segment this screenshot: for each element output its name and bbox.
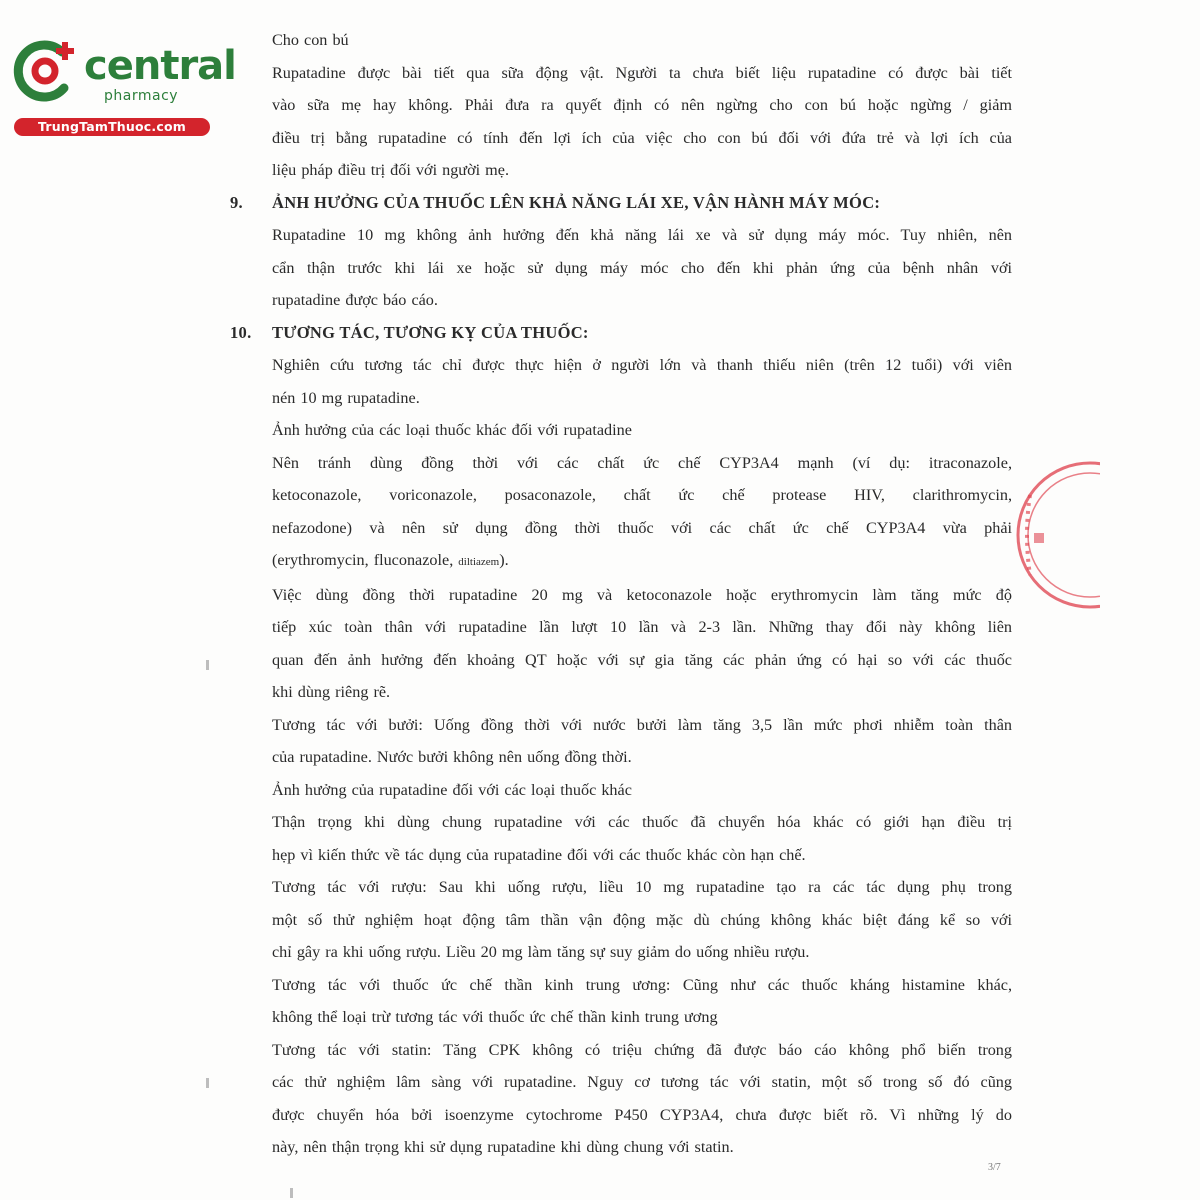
- document-body: [230, 24, 1012, 1164]
- text-line: nefazodone) và nên sử dụng đồng thời thuốc với các chất ức chế CYP3A4 vừa phải: [272, 518, 1012, 537]
- text-line: Nghiên cứu tương tác chỉ được thực hiện ở người lớn và thanh thiếu niên (trên 12 tuổi) với viên: [272, 356, 1012, 374]
- central-logo-icon: [12, 38, 78, 104]
- text-fragment: (erythromycin, fluconazole,: [272, 551, 459, 569]
- text-line: rupatadine được báo cáo.: [272, 291, 438, 309]
- section-number: 10.: [230, 322, 252, 342]
- text-line: ketoconazole, voriconazole, posaconazole, chất ức chế protease HIV, clarithromycin,: [272, 486, 1012, 504]
- text-line: được chuyển hóa bởi isoenzyme cytochrome P450 CYP3A4, chưa được biết rõ. Vì những lý do: [272, 1105, 1012, 1124]
- text-line: vào sữa mẹ hay không. Phải đưa ra quyết định có nên ngừng cho con bú hoặc ngừng / giảm: [272, 96, 1012, 114]
- text-line: điều trị bằng rupatadine có tính đến lợi ích của việc cho con bú đối với đứa trẻ và lợi ích của: [272, 128, 1012, 147]
- section-heading-10: [230, 317, 1012, 350]
- text-line: chỉ gây ra khi uống rượu. Liều 20 mg làm tăng sự suy giảm do uống nhiều rượu.: [272, 943, 810, 961]
- text-line: khi dùng riêng rẽ.: [272, 683, 391, 701]
- text-line: nén 10 mg rupatadine.: [272, 388, 420, 407]
- text-line: của rupatadine. Nước bưởi không nên uống đồng thời.: [272, 748, 632, 766]
- text-line: một số thử nghiệm hoạt động tâm thần vận động mặc dù chúng không khác biệt đáng kể so với: [272, 910, 1012, 929]
- text-fragment: ).: [499, 551, 509, 569]
- logo-subtitle: pharmacy: [104, 88, 179, 104]
- text-line: cẩn thận trước khi lái xe hoặc sử dụng máy móc cho đến khi phản ứng của bệnh nhân với: [272, 258, 1012, 277]
- text-line: Việc dùng đồng thời rupatadine 20 mg và ketoconazole hoặc erythromycin làm tăng mức độ: [272, 585, 1012, 604]
- page-number: 3/7: [988, 1162, 1001, 1173]
- section-number: 9.: [230, 192, 243, 212]
- text-line: Tương tác với bưởi: Uống đồng thời với nước bưởi làm tăng 3,5 lần mức phơi nhiễm toàn thân: [272, 715, 1012, 734]
- text-line: liệu pháp điều trị đối với người mẹ.: [272, 161, 510, 179]
- text-line: Ảnh hưởng của các loại thuốc khác đối với rupatadine: [272, 421, 632, 439]
- text-line: này, nên thận trọng khi sử dụng rupatadine khi dùng chung với statin.: [272, 1138, 734, 1156]
- text-line: không thể loại trừ tương tác với thuốc ức chế thần kinh trung ương: [272, 1008, 718, 1026]
- text-fragment-small: diltiazem: [458, 556, 500, 568]
- scan-mark: [206, 660, 209, 670]
- logo-site-url[interactable]: TrungTamThuoc.com: [14, 118, 210, 136]
- text-line: Ảnh hưởng của rupatadine đối với các loại thuốc khác: [272, 780, 632, 799]
- text-line: Tương tác với statin: Tăng CPK không có triệu chứng đã được báo cáo không phổ biến trong: [272, 1040, 1012, 1059]
- text-line: Rupatadine 10 mg không ảnh hưởng đến khả năng lái xe và sử dụng máy móc. Tuy nhiên, nên: [272, 226, 1012, 244]
- section-title: TƯƠNG TÁC, TƯƠNG KỴ CỦA THUỐC:: [272, 322, 589, 342]
- text-line: Thận trọng khi dùng chung rupatadine với các thuốc đã chuyển hóa khác có giới hạn điều trị: [272, 813, 1012, 831]
- text-line: hẹp vì kiến thức về tác dụng của rupatadine đối với các thuốc khác còn hạn chế.: [272, 845, 806, 864]
- central-pharmacy-logo[interactable]: [12, 36, 236, 136]
- scan-mark: [206, 1078, 209, 1088]
- text-line: Cho con bú: [272, 31, 349, 49]
- text-line: Tương tác với thuốc ức chế thần kinh trung ương: Cũng như các thuốc kháng histamine khác,: [272, 975, 1012, 994]
- text-line: các thử nghiệm lâm sàng với rupatadine. Nguy cơ tương tác với statin, một số trong số đó cũng: [272, 1073, 1012, 1091]
- text-line: tiếp xúc toàn thân với rupatadine lần lượt 10 lần và 2-3 lần. Những thay đổi này không liên: [272, 618, 1012, 636]
- section-title: ẢNH HƯỞNG CỦA THUỐC LÊN KHẢ NĂNG LÁI XE, VẬN HÀNH MÁY MÓC:: [272, 192, 881, 212]
- section-heading-9: [230, 187, 1012, 220]
- text-line: Nên tránh dùng đồng thời với các chất ức chế CYP3A4 mạnh (ví dụ: itraconazole,: [272, 453, 1012, 472]
- logo-brand-name: central: [84, 43, 236, 89]
- text-line: Rupatadine được bài tiết qua sữa động vật. Người ta chưa biết liệu rupatadine có được bài tiết: [272, 63, 1012, 82]
- scan-mark: [290, 1188, 293, 1198]
- text-line: [272, 544, 1012, 579]
- text-line: Tương tác với rượu: Sau khi uống rượu, liều 10 mg rupatadine tạo ra các tác dụng phụ trong: [272, 878, 1012, 896]
- text-line: quan đến ảnh hưởng đến khoảng QT hoặc với sự gia tăng các phản ứng có hại so với các thuốc: [272, 650, 1012, 669]
- red-stamp-seal: [990, 455, 1100, 615]
